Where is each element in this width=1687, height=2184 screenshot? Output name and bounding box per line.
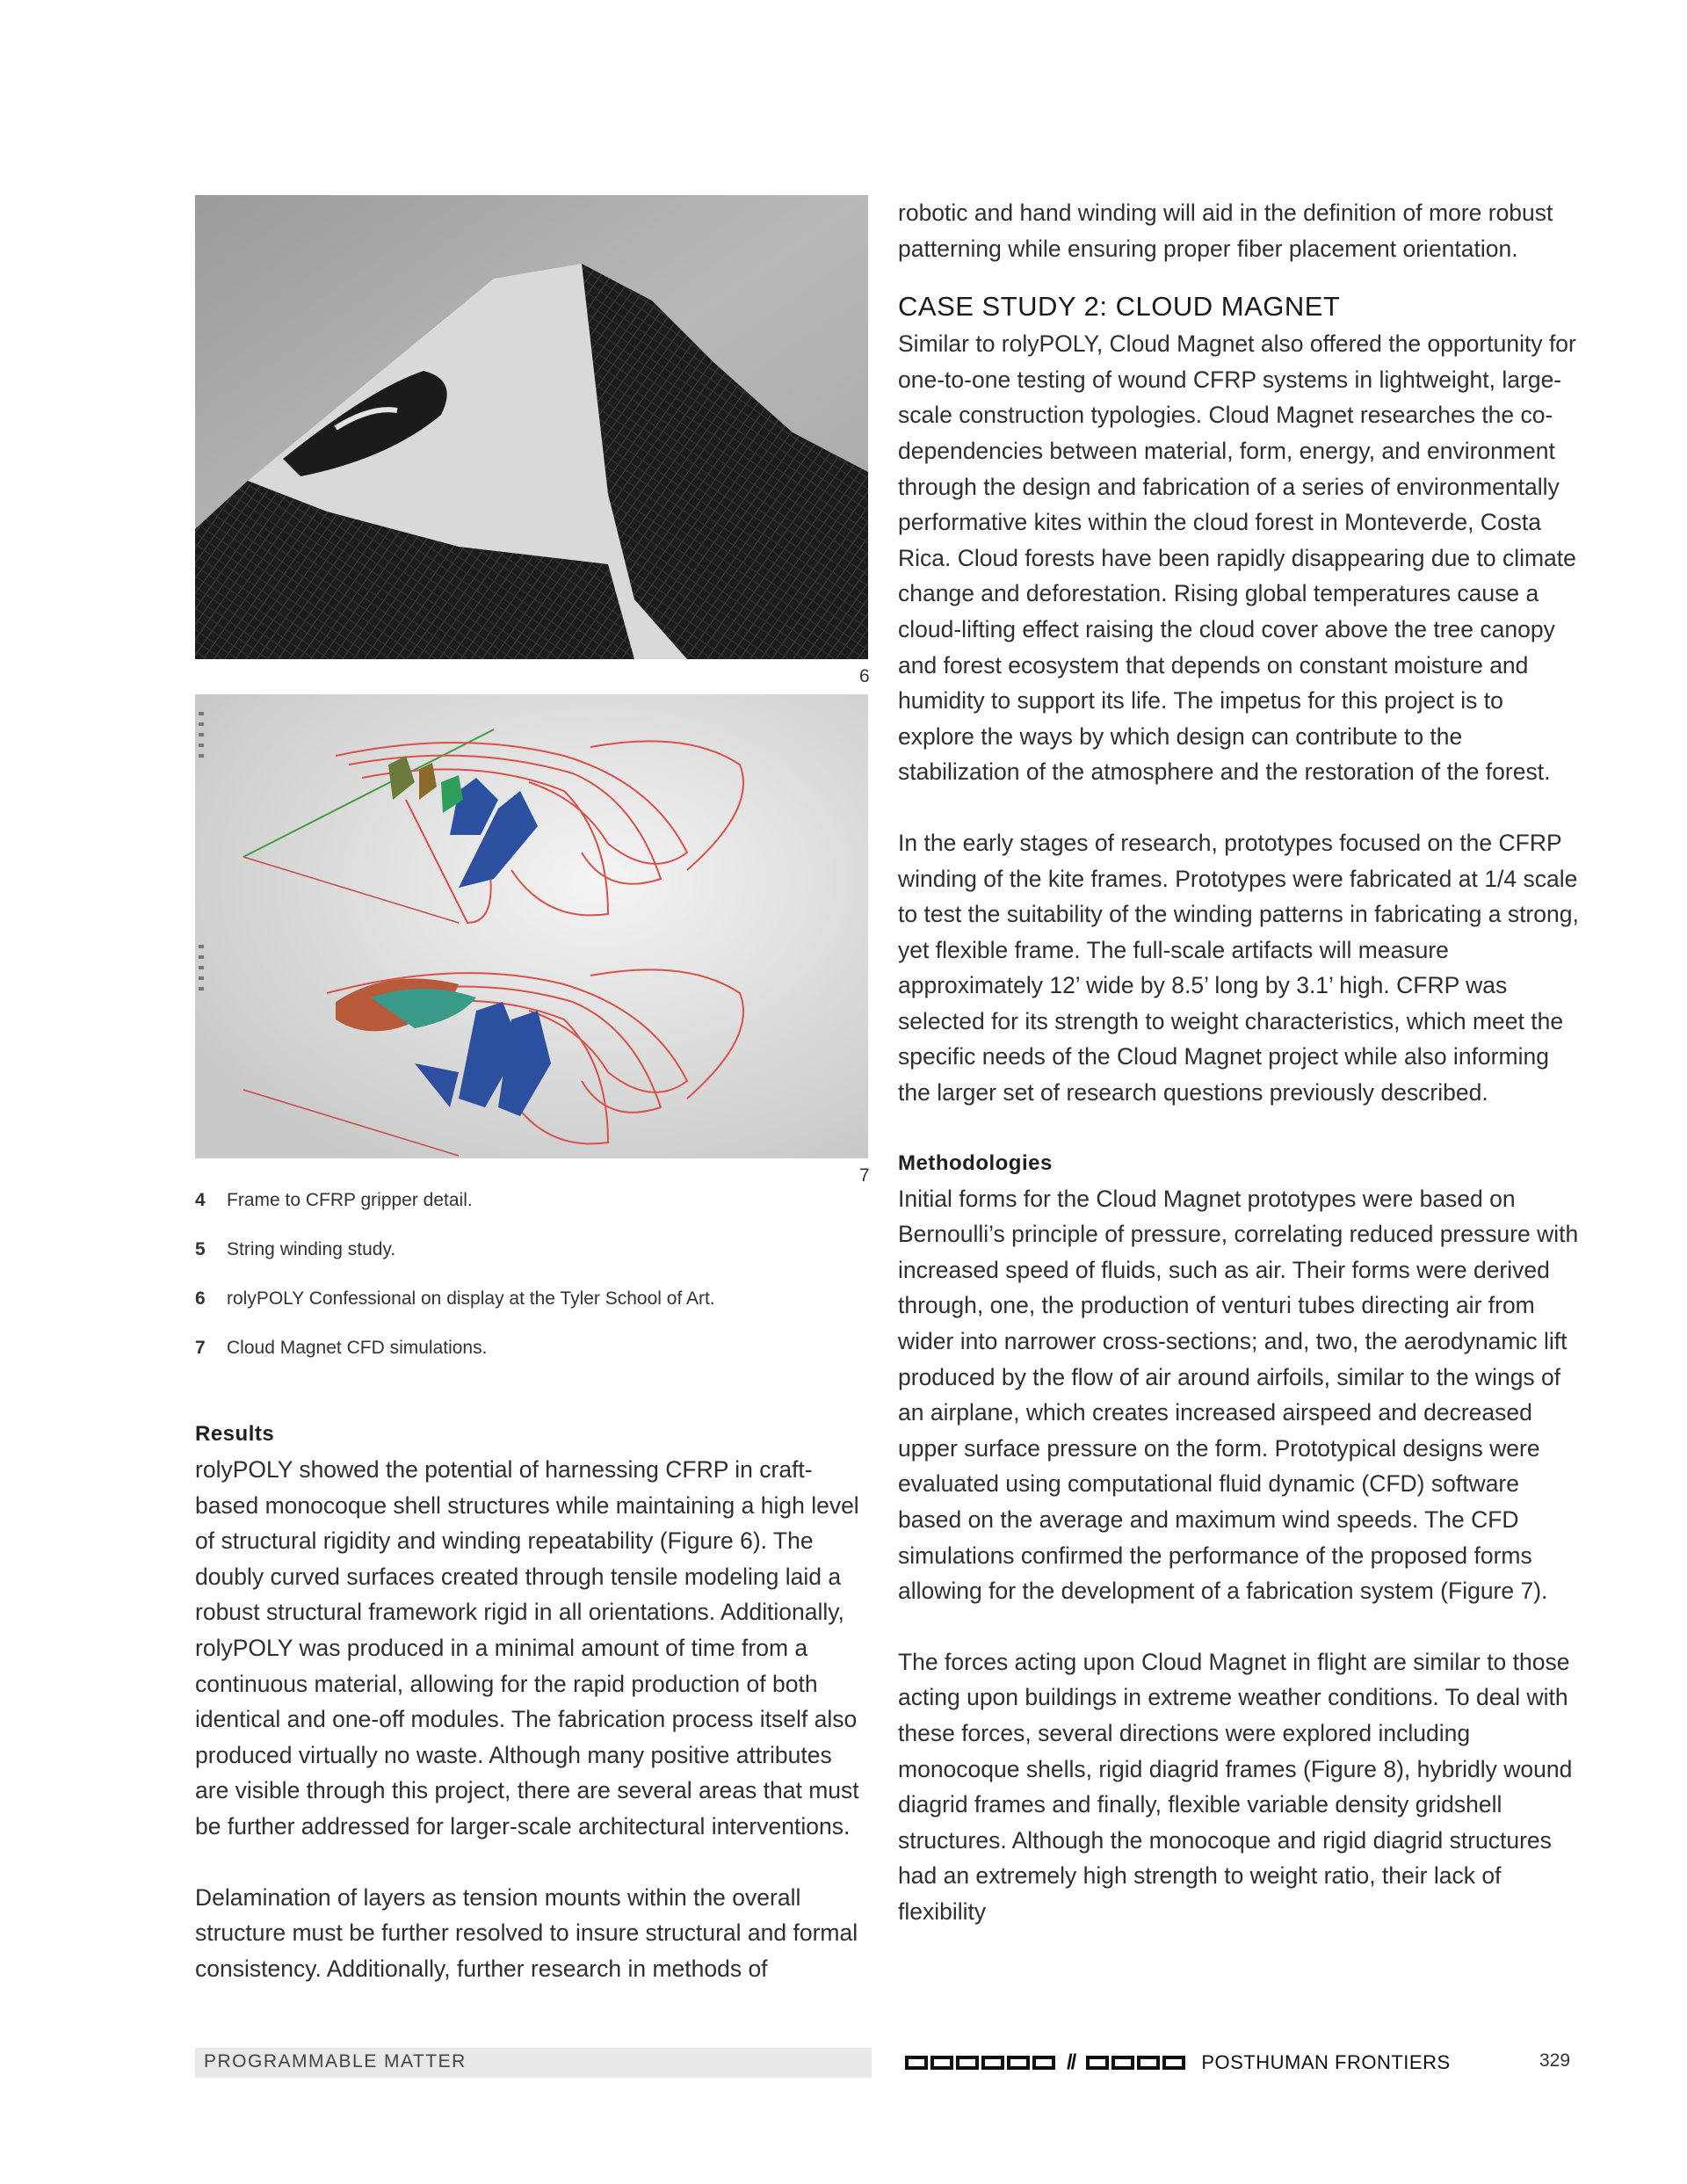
caption-item (195, 1237, 868, 1262)
methodologies-paragraph-2: The forces acting upon Cloud Magnet in flight are similar to those acting upon buildings in extreme weather conditions. To deal with these forces, several directions were explored including monocoque shells, rigid diagrid frames (Figure 8), hybridly wound diagrid frames and finally, flexible variable density gridshell structures. Although the monocoque and rigid diagrid structures had an extremely high strength to weight ratio, their lack of flexibility (898, 1648, 1573, 1925)
caption-item (195, 1188, 868, 1213)
acadia-logo: // (905, 2050, 1185, 2075)
figure-6-number: 6 (859, 666, 870, 686)
caption-item (195, 1287, 868, 1311)
caption-number: 7 (195, 1338, 206, 1358)
cfd-simulation-illustration (195, 694, 868, 1158)
caption-text: rolyPOLY Confessional on display at the Tyler School of Art. (227, 1288, 715, 1309)
results-paragraph-1: rolyPOLY showed the potential of harnessing CFRP in craft-based monocoque shell structures while maintaining a high level of structural rigidity and winding repeatability (Figure 6). The doubly curved surfaces created through tensile modeling laid a robust structural framework rigid in all orientations. Additionally, rolyPOLY was produced in a minimal amount of time from a continuous material, allowing for the rapid production of both identical and one-off modules. The fabrication process itself also produced virtually no waste. Although many positive attributes are visible through this project, there are several areas that must be further addressed for larger-scale architectural interventions. (195, 1456, 859, 1839)
footer-section-label: PROGRAMMABLE MATTER (204, 2051, 467, 2072)
caption-number: 4 (195, 1190, 206, 1210)
footer-conference (905, 2048, 1451, 2078)
results-heading: Results (195, 1422, 275, 1446)
caption-item (195, 1336, 868, 1360)
figure-6-photo (195, 195, 868, 659)
figure-7-cfd-simulation (195, 694, 868, 1158)
caption-text: Frame to CFRP gripper detail. (227, 1190, 473, 1210)
caption-text: String winding study. (227, 1239, 396, 1259)
caption-number: 6 (195, 1288, 206, 1309)
caption-number: 5 (195, 1239, 206, 1259)
footer-conference-title: POSTHUMAN FRONTIERS (1201, 2051, 1451, 2073)
case-study-paragraph-1: Similar to rolyPOLY, Cloud Magnet also offered the opportunity for one-to-one testing of wound CFRP systems in lightweight, large-scale construction typologies. Cloud Magnet researches the co-dependencies between material, form, energy, and environment through the design and fabrication of a series of environmentally performative kites within the cloud forest in Monteverde, Costa Rica. Cloud forests have been rapidly disappearing due to climate change and deforestation. Rising global temperatures cause a cloud-lifting effect raising the cloud cover above the tree canopy and forest ecosystem that depends on constant moisture and humidity to support its life. The impetus for this project is to explore the ways by which design can contribute to the stabilization of the atmosphere and the restoration of the forest. (898, 330, 1576, 786)
figure-7-number: 7 (859, 1165, 870, 1186)
methodologies-paragraph-1: Initial forms for the Cloud Magnet prototypes were based on Bernoulli’s principle of pressure, correlating reduced pressure with increased speed of fluids, such as air. Their forms were derived through, one, the production of venturi tubes directing air from wider into narrower cross-sections; and, two, the aerodynamic lift produced by the flow of air around airfoils, similar to the wings of an airplane, which creates increased airspeed and decreased upper surface pressure on the form. Prototypical designs were evaluated using computational fluid dynamic (CFD) software based on the average and maximum wind speeds. The CFD simulations confirmed the performance of the proposed forms allowing for the development of a fabrication system (Figure 7). (898, 1185, 1579, 1605)
page-number: 329 (1539, 2050, 1571, 2071)
rolypoly-photo-illustration (195, 195, 868, 659)
case-study-paragraph-2: In the early stages of research, prototypes focused on the CFRP winding of the kite frames. Prototypes were fabricated at 1/4 scale to test the suitability of the winding patterns in fabricating a strong, yet flexible frame. The full-scale artifacts will measure approximately 12’ wide by 8.5’ long by 3.1’ high. CFRP was selected for its strength to weight characteristics, which meet the specific needs of the Cloud Magnet project while also informing the larger set of research questions previously described. (898, 829, 1579, 1107)
figure-captions (195, 1188, 868, 1385)
right-column (898, 195, 1583, 1930)
caption-text: Cloud Magnet CFD simulations. (227, 1338, 488, 1358)
case-study-heading: CASE STUDY 2: CLOUD MAGNET (898, 291, 1341, 323)
footer-section-bar (195, 2048, 872, 2078)
results-section (195, 1417, 868, 1986)
results-paragraph-2: Delamination of layers as tension mounts within the overall structure must be further resolved to insure structural and formal consistency. Additionally, further research in methods of (195, 1883, 858, 1982)
methodologies-heading: Methodologies (898, 1150, 1053, 1175)
intro-paragraph: robotic and hand winding will aid in the definition of more robust patterning while ensuring proper fiber placement orientation. (898, 200, 1553, 262)
